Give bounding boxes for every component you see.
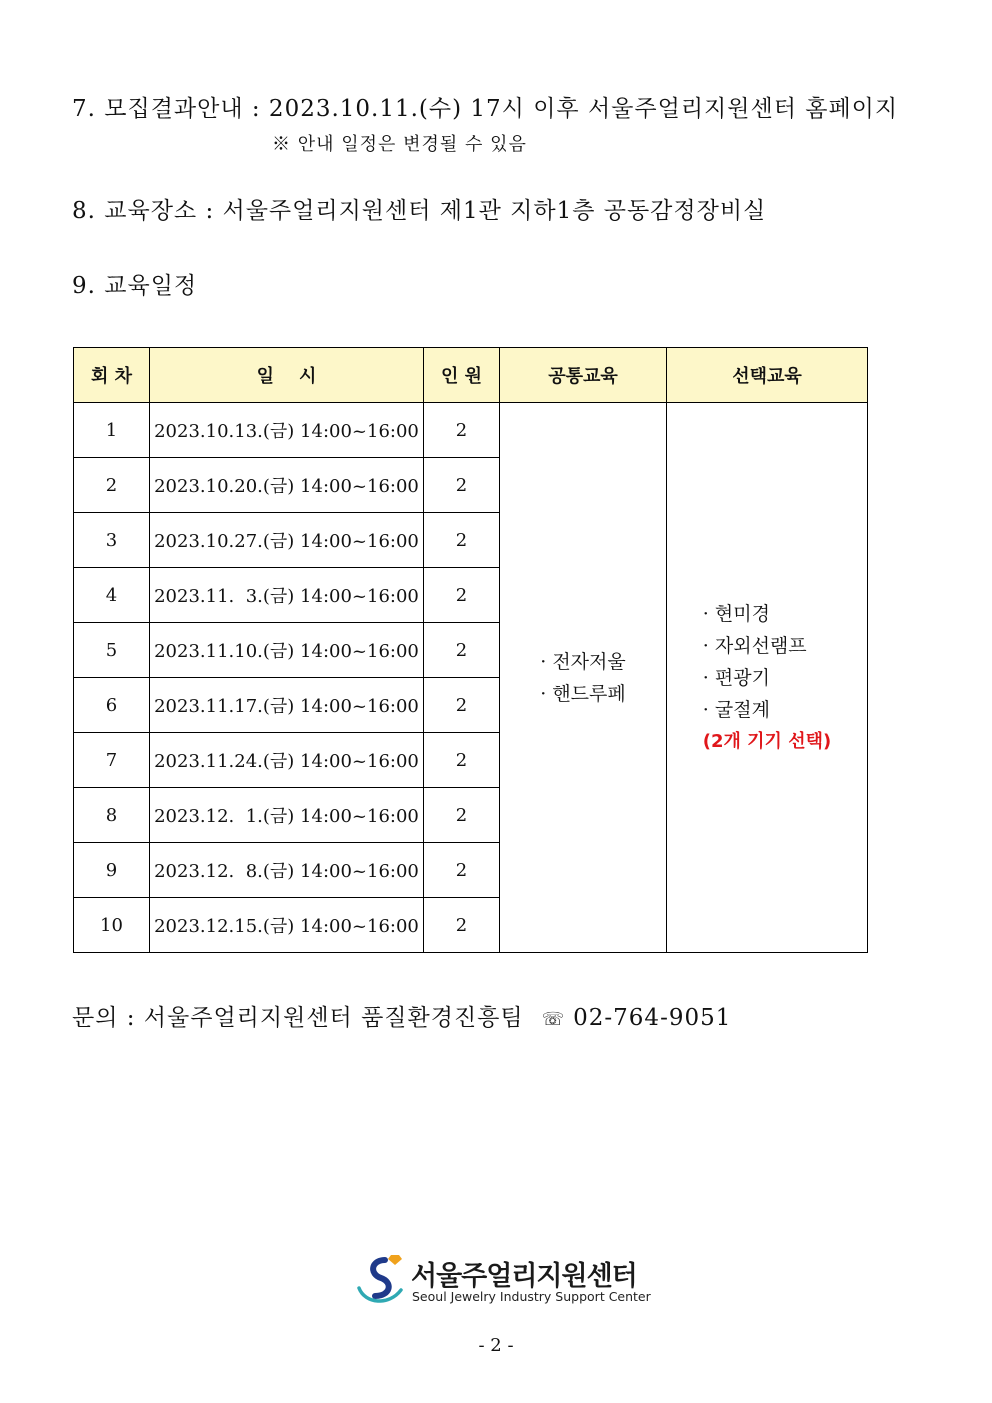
session-people: 2 [424, 513, 500, 568]
session-number: 7 [74, 733, 150, 788]
schedule-table [73, 347, 868, 953]
jewelry-logo-icon [355, 1252, 411, 1308]
education-schedule-heading: 9. 교육일정 [72, 273, 198, 299]
common-education-item: · 핸드루페 [540, 678, 626, 710]
session-datetime: 2023.12. 1.(금) 14:00~16:00 [150, 788, 424, 843]
optional-education-list [703, 598, 831, 758]
session-number: 1 [74, 403, 150, 458]
session-number: 3 [74, 513, 150, 568]
session-people: 2 [424, 403, 500, 458]
education-location: 8. 교육장소 : 서울주얼리지원센터 제1관 지하1층 공동감정장비실 [72, 198, 767, 224]
session-number: 10 [74, 898, 150, 953]
session-people: 2 [424, 568, 500, 623]
optional-education-item: · 자외선램프 [703, 630, 831, 662]
optional-select-note: (2개 기기 선택) [702, 730, 832, 752]
organization-logo [355, 1252, 655, 1310]
common-education-list [540, 646, 626, 710]
optional-education-item: · 현미경 [703, 598, 831, 630]
session-number: 8 [74, 788, 150, 843]
contact-label: 문의 : 서울주얼리지원센터 품질환경진흥팀 [72, 1005, 524, 1031]
optional-education-cell [667, 403, 868, 953]
schedule-change-note: ※ 안내 일정은 변경될 수 있음 [272, 134, 527, 155]
session-people: 2 [424, 788, 500, 843]
header-datetime: 일 시 [150, 348, 424, 403]
session-people: 2 [424, 678, 500, 733]
logo-english-name: Seoul Jewelry Industry Support Center [412, 1289, 651, 1304]
session-people: 2 [424, 898, 500, 953]
page-number: - 2 - [478, 1335, 514, 1356]
session-datetime: 2023.11.17.(금) 14:00~16:00 [150, 678, 424, 733]
telephone-icon: ☏ [541, 1009, 566, 1030]
session-datetime: 2023.11.10.(금) 14:00~16:00 [150, 623, 424, 678]
logo-korean-name: 서울주얼리지원센터 [411, 1261, 637, 1292]
session-datetime: 2023.10.27.(금) 14:00~16:00 [150, 513, 424, 568]
recruit-result-notice: 7. 모집결과안내 : 2023.10.11.(수) 17시 이후 서울주얼리지원센터 홈페이지 [72, 96, 899, 122]
header-session: 회 차 [74, 348, 150, 403]
contact-phone: 02-764-9051 [573, 1005, 732, 1031]
session-number: 2 [74, 458, 150, 513]
session-datetime: 2023.12.15.(금) 14:00~16:00 [150, 898, 424, 953]
common-education-cell [500, 403, 667, 953]
session-people: 2 [424, 733, 500, 788]
session-datetime: 2023.11. 3.(금) 14:00~16:00 [150, 568, 424, 623]
optional-education-item: · 굴절계 [703, 694, 831, 726]
session-datetime: 2023.10.20.(금) 14:00~16:00 [150, 458, 424, 513]
session-datetime: 2023.11.24.(금) 14:00~16:00 [150, 733, 424, 788]
session-datetime: 2023.10.13.(금) 14:00~16:00 [150, 403, 424, 458]
session-datetime: 2023.12. 8.(금) 14:00~16:00 [150, 843, 424, 898]
header-common-education: 공통교육 [500, 348, 667, 403]
session-number: 6 [74, 678, 150, 733]
session-number: 9 [74, 843, 150, 898]
session-people: 2 [424, 623, 500, 678]
table-row [74, 403, 868, 458]
header-people: 인 원 [424, 348, 500, 403]
session-people: 2 [424, 458, 500, 513]
optional-education-item: · 편광기 [703, 662, 831, 694]
contact-info [72, 999, 731, 1032]
session-number: 4 [74, 568, 150, 623]
table-header-row [74, 348, 868, 403]
header-optional-education: 선택교육 [667, 348, 868, 403]
session-number: 5 [74, 623, 150, 678]
common-education-item: · 전자저울 [540, 646, 626, 678]
session-people: 2 [424, 843, 500, 898]
